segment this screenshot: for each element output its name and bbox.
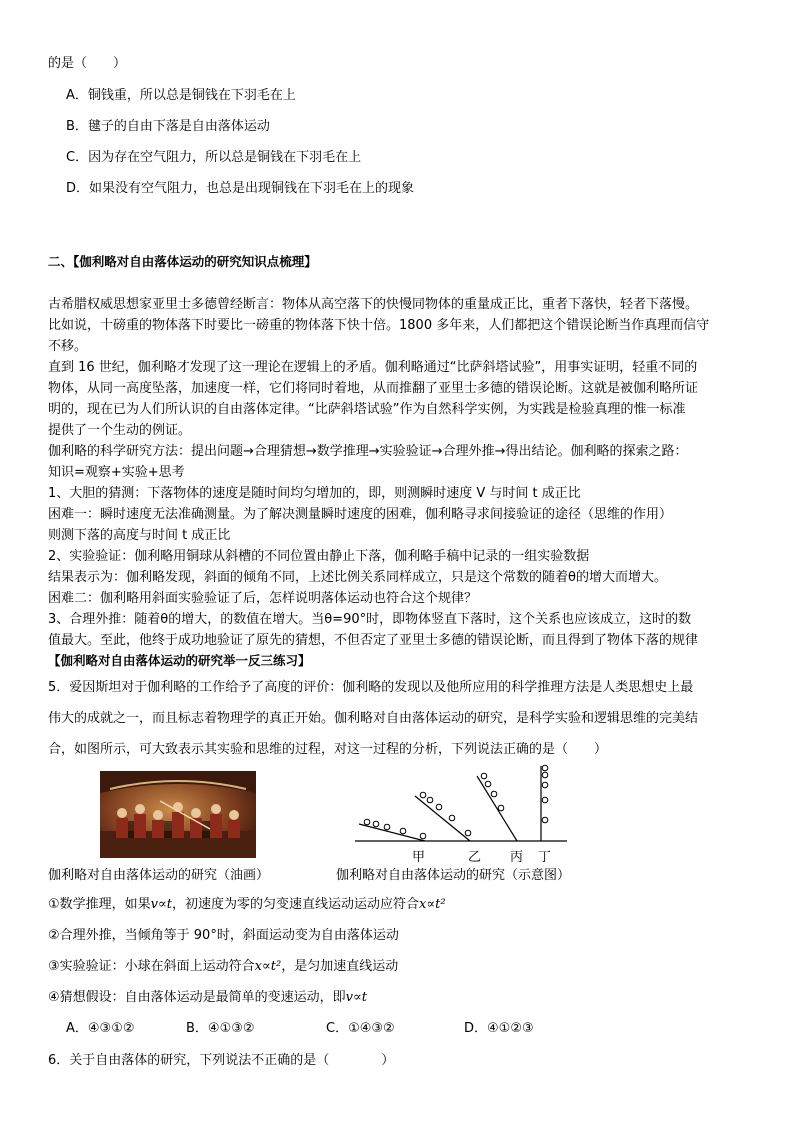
caption-diagram: 伽利略对自由落体运动的研究（示意图）	[336, 868, 571, 883]
q5-option-b: B．④①③②	[186, 1021, 255, 1036]
step-2: ②合理外推，当倾角等于 90°时，斜面运动变为自由落体运动	[48, 928, 399, 943]
paragraph-line: 直到 16 世纪，伽利略才发现了这一理论在逻辑上的矛盾。伽利略通过“比萨斜塔试验”，用事实证明，轻重不同的	[48, 360, 698, 375]
q5-option-a: A．④③①②	[66, 1021, 135, 1036]
option-b: B．毽子的自由下落是自由落体运动	[66, 119, 270, 134]
paragraph-line: 伽利略的科学研究方法：提出问题→合理猜想→数学推理→实验验证→合理外推→得出结论。伽利略的探索之路：	[48, 444, 688, 459]
galileo-oil-painting	[100, 771, 256, 858]
option-a: A．铜钱重，所以总是铜钱在下羽毛在上	[66, 88, 296, 103]
paragraph-line: 2、实验验证：伽利略用铜球从斜槽的不同位置由静止下落，伽利略手稿中记录的一组实验数据	[48, 549, 590, 564]
section-heading: 二、【伽利略对自由落体运动的研究知识点梳理】	[48, 254, 317, 269]
q5-option-d: D．④①②③	[464, 1021, 534, 1036]
q5-stem-line: 伟大的成就之一，而且标志着物理学的真正开始。伽利略对自由落体运动的研究，是科学实验和逻辑思维的完美结	[48, 711, 699, 726]
paragraph-line: 提供了一个生动的例证。	[48, 423, 192, 438]
step-1: ①数学推理，如果v∝t，初速度为零的匀变速直线运动运动应符合x∝t²	[48, 897, 446, 912]
paragraph-line: 3、合理外推：随着θ的增大，的数值在增大。当θ=90°时，即物体竖直下落时，这个关系也应该成立，这时的数	[48, 612, 692, 627]
paragraph-line: 不移。	[48, 339, 88, 354]
paragraph-line: 知识=观察+实验+思考	[48, 465, 185, 480]
q6-stem: 6．关于自由落体的研究，下列说法不正确的是（ ）	[48, 1053, 395, 1068]
paragraph-line: 古希腊权威思想家亚里士多德曾经断言：物体从高空落下的快慢同物体的重量成正比，重者下落快，轻者下落慢。	[48, 297, 699, 312]
diagram-label-jia: 甲	[412, 850, 426, 865]
diagram-label-yi: 乙	[468, 850, 482, 865]
paragraph-line: 比如说，十磅重的物体落下时要比一磅重的物体落下快十倍。1800 多年来，人们都把这个错误论断当作真理而信守	[48, 318, 710, 333]
paragraph-line: 明的，现在已为人们所认识的自由落体定律。“比萨斜塔试验”作为自然科学实例，为实践是检验真理的惟一标准	[48, 402, 686, 417]
q5-option-c: C．①④③②	[326, 1021, 395, 1036]
paragraph-line: 则测下落的高度与时间 t 成正比	[48, 528, 231, 543]
step-3: ③实验验证：小球在斜面上运动符合x∝t²，是匀加速直线运动	[48, 959, 399, 974]
q5-stem-line: 5．爱因斯坦对于伽利略的工作给予了高度的评价：伽利略的发现以及他所应用的科学推理方法是人类思想史上最	[48, 680, 694, 695]
diagram-label-bing: 丙	[510, 850, 524, 865]
paragraph-line: 1、大胆的猜测：下落物体的速度是随时间均匀增加的，即，则测瞬时速度 V 与时间 t 成正比	[48, 486, 581, 501]
paragraph-line: 困难一：瞬时速度无法准确测量。为了解决测量瞬时速度的困难，伽利略寻求间接验证的途径（思维的作用）	[48, 507, 673, 522]
q5-stem-line: 合，如图所示，可大致表示其实验和思维的过程，对这一过程的分析，下列说法正确的是（ ）	[48, 742, 608, 757]
diagram-label-ding: 丁	[538, 850, 552, 865]
paragraph-line: 值最大。至此，他终于成功地验证了原先的猜想，不但否定了亚里士多德的错误论断，而且得到了物体下落的规律	[48, 633, 699, 648]
option-c: C．因为存在空气阻力，所以总是铜钱在下羽毛在上	[66, 150, 362, 165]
question-stem-tail: 的是（ ）	[48, 56, 127, 71]
step-4: ④猜想假设：自由落体运动是最简单的变速运动，即v∝t	[48, 990, 368, 1005]
option-d: D．如果没有空气阻力，也总是出现铜钱在下羽毛在上的现象	[66, 181, 415, 196]
paragraph-line: 结果表示为：伽利略发现，斜面的倾角不同，上述比例关系同样成立，只是这个常数的随着θ的增大而增大。	[48, 570, 667, 585]
paragraph-line: 困难二：伽利略用斜面实验验证了后，怎样说明落体运动也符合这个规律？	[48, 591, 478, 606]
paragraph-line: 物体，从同一高度坠落，加速度一样，它们将同时着地，从而推翻了亚里士多德的错误论断。这就是被伽利略所证	[48, 381, 699, 396]
practice-heading: 【伽利略对自由落体运动的研究举一反三练习】	[48, 653, 311, 668]
caption-oil-painting: 伽利略对自由落体运动的研究（油画）	[48, 868, 270, 883]
